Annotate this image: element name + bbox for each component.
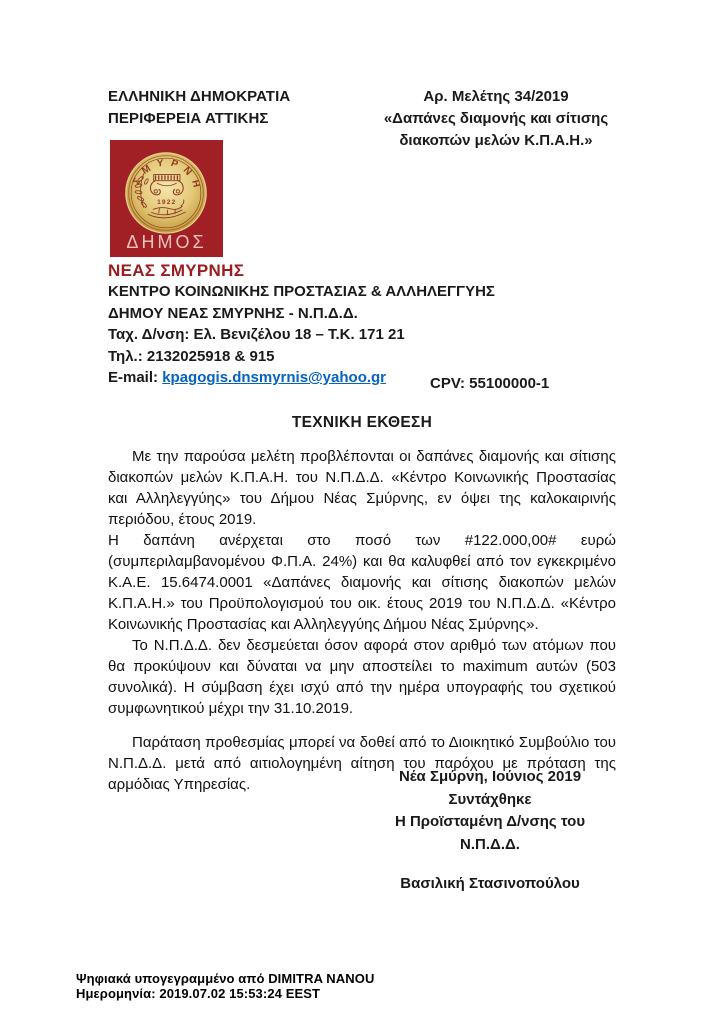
org-name-line-2: ΔΗΜΟΥ ΝΕΑΣ ΣΜΥΡΝΗΣ - Ν.Π.Δ.Δ. [108, 304, 358, 322]
letterhead-authority [108, 86, 290, 130]
page-title: ΤΕΧΝΙΚΗ ΕΚΘΕΣΗ [291, 414, 433, 431]
paragraph-3: Το Ν.Π.Δ.Δ. δεν δεσμεύεται όσον αφορά στον αριθμό των ατόμων που θα προκύψουν και δύναται να μην αποστείλει το maximum αυτών (503 συνολικά). Η σύμβαση έχει ισχύ από την ημέρα υπογραφής του σχετικού συμφωνητικού μέχρι την 31.10.2019. [108, 637, 616, 717]
municipal-seal-logo [110, 140, 223, 257]
email-label: E-mail: [108, 369, 159, 386]
org-phone: Τηλ.: 2132025918 & 915 [108, 347, 275, 365]
signature-place-date: Νέα Σμύρνη, Ιούνιος 2019 [398, 768, 582, 785]
cpv-code: CPV: 55100000-1 [430, 375, 550, 392]
paragraph-4: Παράταση προθεσμίας μπορεί να δοθεί από το Διοικητικό Συμβούλιο του Ν.Π.Δ.Δ. μετά από αιτιολογημένη αίτηση του παρόχου με πρόταση της αρμόδιας Υπηρεσίας. [108, 734, 616, 793]
organization-block [108, 281, 495, 389]
study-number: Αρ. Μελέτης 34/2019 [423, 88, 569, 105]
study-reference [378, 86, 614, 152]
authority-line-2: ΠΕΡΙΦΕΡΕΙΑ ΑΤΤΙΚΗΣ [108, 110, 269, 127]
municipality-name: ΝΕΑΣ ΣΜΥΡΝΗΣ [108, 261, 245, 280]
org-address: Ταχ. Δ/νση: Ελ. Βενιζέλου 18 – Τ.Κ. 171 21 [108, 326, 405, 343]
digital-signature-signer: Ψηφιακά υπογεγραμμένο από DIMITRA NANOU [76, 971, 375, 986]
digital-signature-stamp [76, 971, 374, 1001]
paragraph-2: Η δαπάνη ανέρχεται στο ποσό των #122.000,00# ευρώ (συμπεριλαμβανομένου Φ.Π.Α. 24%) και θα καλυφθεί από τον εγκεκριμένο Κ.Α.Ε. 15.6474.0001 «Δαπάνες διαμονής και σίτισης διακοπών μελών Κ.Π.Α.Η.» του Προϋπολογισμού του οικ. έτους 2019 του Ν.Π.Δ.Δ. «Κέντρο Κοινωνικής Προστασίας και Αλληλεγγύης Δήμου Νέας Σμύρνης». [108, 532, 616, 633]
signature-drafted-label: Συντάχθηκε [448, 790, 532, 808]
study-title-line-1: «Δαπάνες διαμονής και σίτισης [383, 110, 609, 127]
svg-text:ΣΜΥΡΝΗ: ΣΜΥΡΝΗ [131, 157, 204, 195]
email-link[interactable]: kpagogis.dnsmyrnis@yahoo.gr [162, 369, 387, 386]
org-name-line-1: ΚΕΝΤΡΟ ΚΟΙΝΩΝΙΚΗΣ ΠΡΟΣΤΑΣΙΑΣ & ΑΛΛΗΛΕΓΓΥΗΣ [108, 283, 495, 300]
authority-line-1: ΕΛΛΗΝΙΚΗ ΔΗΜΟΚΡΑΤΙΑ [108, 88, 291, 105]
digital-signature-date: Ημερομηνία: 2019.07.02 15:53:24 EEST [76, 986, 321, 1001]
seal-coin-icon [125, 152, 207, 234]
signature-block [372, 766, 608, 896]
svg-text:1922: 1922 [157, 199, 177, 207]
document-body [108, 446, 616, 795]
study-title-line-2: διακοπών μελών Κ.Π.Α.Η.» [399, 132, 593, 149]
signatory-name: Βασιλική Στασινοπούλου [400, 875, 580, 892]
signature-role: Η Προϊσταμένη Δ/νσης του Ν.Π.Δ.Δ. [394, 813, 586, 853]
dimos-label: ΔΗΜΟΣ [126, 232, 207, 252]
paragraph-1: Με την παρούσα μελέτη προβλέπονται οι δαπάνες διαμονής και σίτισης διακοπών μελών Κ.Π.Α.Η. του Ν.Π.Δ.Δ. «Κέντρο Κοινωνικής Προστασίας και Αλληλεγγύης» του Δήμου Νέας Σμύρνης, εν όψει της καλοκαιρινής περιόδου, έτους 2019. [108, 448, 616, 528]
